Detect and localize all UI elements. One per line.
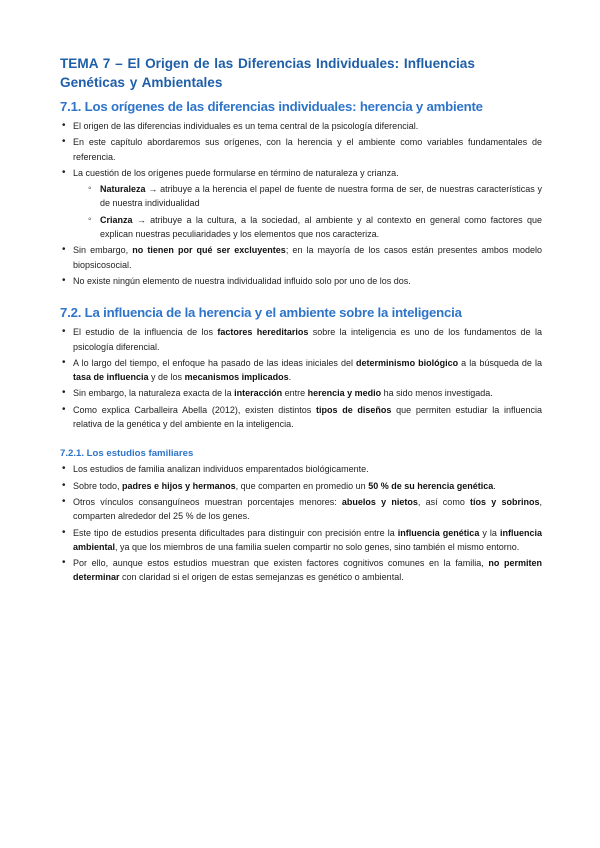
bold-term: determinismo biológico (356, 357, 459, 368)
list-item-text: Como explica Carballeira Abella (2012), existen distintos (73, 404, 316, 415)
bold-term: Crianza (100, 214, 133, 225)
list-item (60, 495, 542, 524)
bold-term: herencia y medio (307, 388, 382, 399)
list-item (60, 556, 542, 585)
bold-term: factores hereditarios (217, 327, 309, 338)
list-item-text: y la (479, 527, 500, 538)
list-item (60, 274, 542, 288)
list-item-text: → atribuye a la herencia el papel de fuente de nuestra forma de ser, de nuestras características y de nuestra individualidad (100, 184, 542, 209)
list-item-text: ; en la mayoría de los casos están presentes ambos modelo biopsicosocial. (73, 245, 543, 270)
list-item-text: A lo largo del tiempo, el enfoque ha pasado de las ideas iniciales del (73, 357, 357, 368)
list-item-text: No existe ningún elemento de nuestra individualidad influido solo por uno de los dos. (73, 275, 411, 286)
bold-term: 50 % de su herencia genética (368, 480, 494, 491)
section-7-2 (60, 304, 542, 431)
bold-term: Naturaleza (100, 184, 146, 195)
list-item-text: Sin embargo, (73, 245, 133, 256)
list-item (60, 356, 542, 385)
list-item-text: . (493, 480, 496, 491)
bold-term: influencia ambiental (73, 527, 542, 552)
list-item-text: Por ello, aunque estos estudios muestran que existen factores cognitivos comunes en la familia, (73, 558, 489, 569)
bold-term: abuelos y nietos (341, 496, 418, 507)
list-item (60, 526, 542, 555)
list-item-text: En este capítulo abordaremos sus orígenes, con la herencia y el ambiente como variables fundamentales de referencia. (73, 137, 542, 162)
list-item-text: , comparten alrededor del 25 % de los genes. (73, 496, 543, 522)
bold-term: padres e hijos y hermanos (122, 480, 236, 491)
list-item (60, 325, 542, 354)
list-item-text: , ya que los miembros de una familia suelen compartir no solo genes, sino también el mismo entorno. (115, 541, 520, 552)
list-item-text: con claridad si el origen de estas semejanzas es genético o ambiental. (119, 572, 404, 583)
document-page (60, 54, 542, 587)
bullet-list (60, 325, 542, 431)
bold-term: tipos de diseños (316, 404, 392, 415)
list-item-text: que permiten estudiar la influencia relativa de la genética y del ambiente en la inteligencia. (73, 404, 542, 430)
list-item-text: Los estudios de familia analizan individuos emparentados biológicamente. (73, 464, 369, 475)
section-heading: 7.2. La influencia de la herencia y el ambiente sobre la inteligencia (60, 305, 462, 321)
list-item-text: , que comparten en promedio un (235, 480, 369, 491)
section-7-1 (60, 98, 542, 288)
list-item (60, 135, 542, 164)
list-item-text: ha sido menos investigada. (381, 388, 493, 399)
sub-bullet-list (73, 182, 542, 241)
document-title: TEMA 7 – El Origen de las Diferencias Individuales: Influencias Genéticas y Ambientales (60, 56, 475, 90)
list-item-text: La cuestión de los orígenes puede formularse en término de naturaleza y crianza. (73, 167, 399, 178)
bold-term: influencia genética (397, 527, 480, 538)
list-item (60, 166, 542, 241)
list-item (60, 462, 542, 476)
list-item-text: . (288, 372, 292, 383)
list-item (60, 479, 542, 493)
list-item-text: Sobre todo, (73, 480, 123, 491)
list-item-text: sobre la inteligencia es uno de los fundamentos de la psicología diferencial. (73, 327, 542, 352)
list-item-text: Sin embargo, la naturaleza exacta de la (73, 388, 235, 399)
bold-term: no tienen por qué ser excluyentes (132, 245, 286, 256)
section-heading: 7.1. Los orígenes de las diferencias individuales: herencia y ambiente (60, 99, 483, 114)
list-item (60, 386, 542, 400)
list-item-text: → atribuye a la cultura, a la sociedad, al ambiente y al contexto en general como factores que explican nuestras peculiaridades y los elementos que nos caracteriza. (100, 214, 542, 240)
bullet-list (60, 119, 542, 288)
bold-term: tíos y sobrinos (470, 496, 540, 507)
list-item-text: Este tipo de estudios presenta dificultades para distinguir con precisión entre la (73, 527, 398, 538)
list-item-text: y de los (148, 372, 185, 383)
subsection-heading: 7.2.1. Los estudios familiares (60, 448, 194, 460)
list-item (60, 403, 542, 432)
list-item-text: El origen de las diferencias individuales es un tema central de la psicología diferencial. (73, 121, 419, 131)
list-item-text: El estudio de la influencia de los (73, 327, 218, 338)
bold-term: interacción (234, 388, 283, 399)
list-item-text: a la búsqueda de la (458, 357, 542, 368)
list-item-text: entre (282, 388, 308, 399)
bullet-list (60, 462, 542, 584)
list-item-text: , así como (417, 496, 471, 507)
list-item (60, 119, 542, 133)
sub-list-item (86, 213, 542, 242)
bold-term: tasa de influencia (73, 372, 149, 383)
bold-term: mecanismos implicados (184, 372, 289, 383)
list-item-text: Otros vínculos consanguíneos muestran porcentajes menores: (73, 496, 342, 507)
sub-list-item (86, 182, 542, 211)
section-7-2-1 (60, 447, 542, 584)
list-item (60, 243, 542, 272)
bold-term: no permiten determinar (73, 558, 542, 583)
